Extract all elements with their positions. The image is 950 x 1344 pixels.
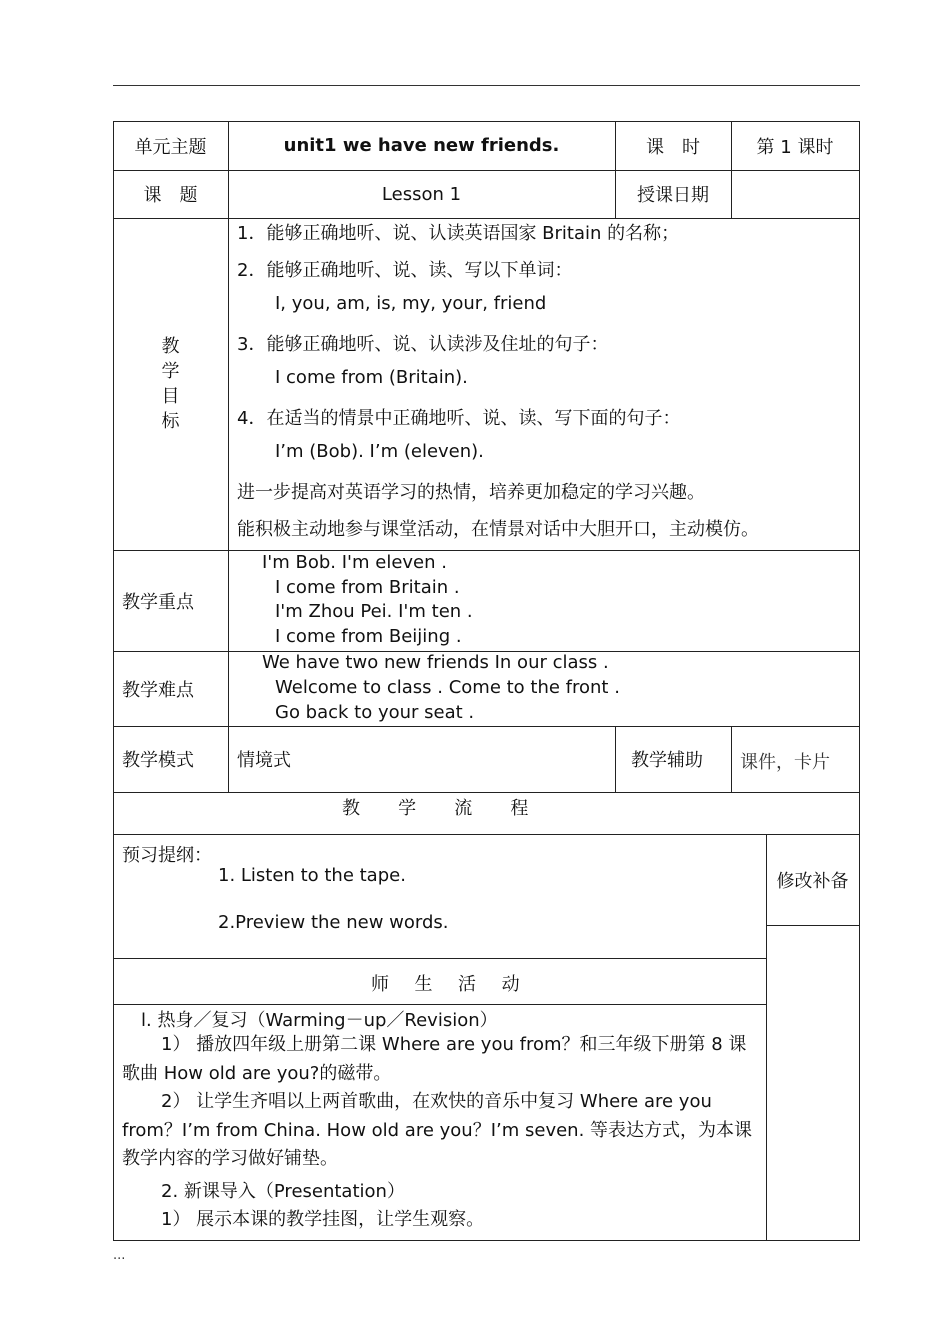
key-point-item: I'm Bob. I'm eleven .	[262, 552, 447, 573]
difficulty-item: Welcome to class . Come to the front .	[275, 677, 620, 698]
topic-label: 课 题	[143, 185, 198, 206]
key-point-item: I come from Beijing .	[275, 626, 462, 647]
objective-item: 2．能够正确地听、说、读、写以下单词：	[237, 260, 573, 281]
activity-item: 2. 新课导入（Presentation）	[161, 1181, 405, 1202]
topic-value: Lesson 1	[381, 183, 462, 205]
aids-value: 课件，卡片	[740, 752, 830, 773]
objective-item: 1．能够正确地听、说、认读英语国家 Britain 的名称；	[237, 223, 680, 244]
key-point-item: I come from Britain .	[275, 577, 460, 598]
activity-item: 2） 让学生齐唱以上两首歌曲，在欢快的音乐中复习 Where are you from？I’m from China. How old are you？I’m seven. 等表达方式，为本课教学内容的学习做好铺垫。	[122, 1091, 753, 1170]
process-title: 教 学 流 程	[342, 798, 545, 819]
key-point-item: I'm Zhou Pei. I'm ten .	[275, 601, 473, 622]
activity-item: 1） 播放四年级上册第二课 Where are you from？和三年级下册第 8 课歌曲 How old are you?的磁带。	[122, 1034, 747, 1084]
aids-label: 教学辅助	[631, 750, 703, 771]
difficulty-item: We have two new friends In our class .	[262, 652, 609, 673]
objective-item: 4．在适当的情景中正确地听、说、读、写下面的句子：	[237, 408, 681, 429]
objective-item: I, you, am, is, my, your, friend	[275, 293, 547, 314]
preview-item: 1. Listen to the tape.	[218, 865, 406, 886]
objective-item: 进一步提高对英语学习的热情，培养更加稳定的学习兴趣。	[237, 482, 705, 503]
difficulty-item: Go back to your seat .	[275, 702, 475, 723]
period-label: 课 时	[646, 136, 700, 158]
header-rule	[113, 85, 860, 86]
preview-label: 预习提纲：	[122, 845, 212, 866]
preview-item: 2.Preview the new words.	[218, 912, 449, 933]
activity-item: l. 热身／复习（Warming－up／Revision）	[141, 1010, 498, 1031]
objective-item: I’m (Bob). I’m (eleven).	[275, 441, 484, 462]
footer-ellipsis: ...	[113, 1248, 126, 1263]
unit-label: 单元主题	[134, 136, 207, 158]
activities-title: 师 生 活 动	[371, 974, 530, 995]
activity-item: 1） 展示本课的教学挂图，让学生观察。	[161, 1209, 485, 1230]
objective-item: I come from (Britain).	[275, 367, 468, 388]
revision-label: 修改补备	[776, 870, 849, 892]
objective-item: 能积极主动地参与课堂活动，在情景对话中大胆开口，主动模仿。	[237, 519, 759, 540]
unit-title: unit1 we have new friends.	[283, 135, 560, 156]
difficulties-label: 教学难点	[122, 679, 194, 701]
mode-value: 情境式	[237, 750, 291, 771]
objective-item: 3．能够正确地听、说、认读涉及住址的句子：	[237, 334, 609, 355]
period-value: 第 1 课时	[756, 136, 834, 158]
date-value	[731, 170, 859, 218]
date-label: 授课日期	[637, 185, 709, 206]
mode-label: 教学模式	[122, 750, 194, 771]
key-points-label: 教学重点	[122, 591, 194, 613]
objectives-label: 教 学 目 标	[161, 336, 180, 432]
